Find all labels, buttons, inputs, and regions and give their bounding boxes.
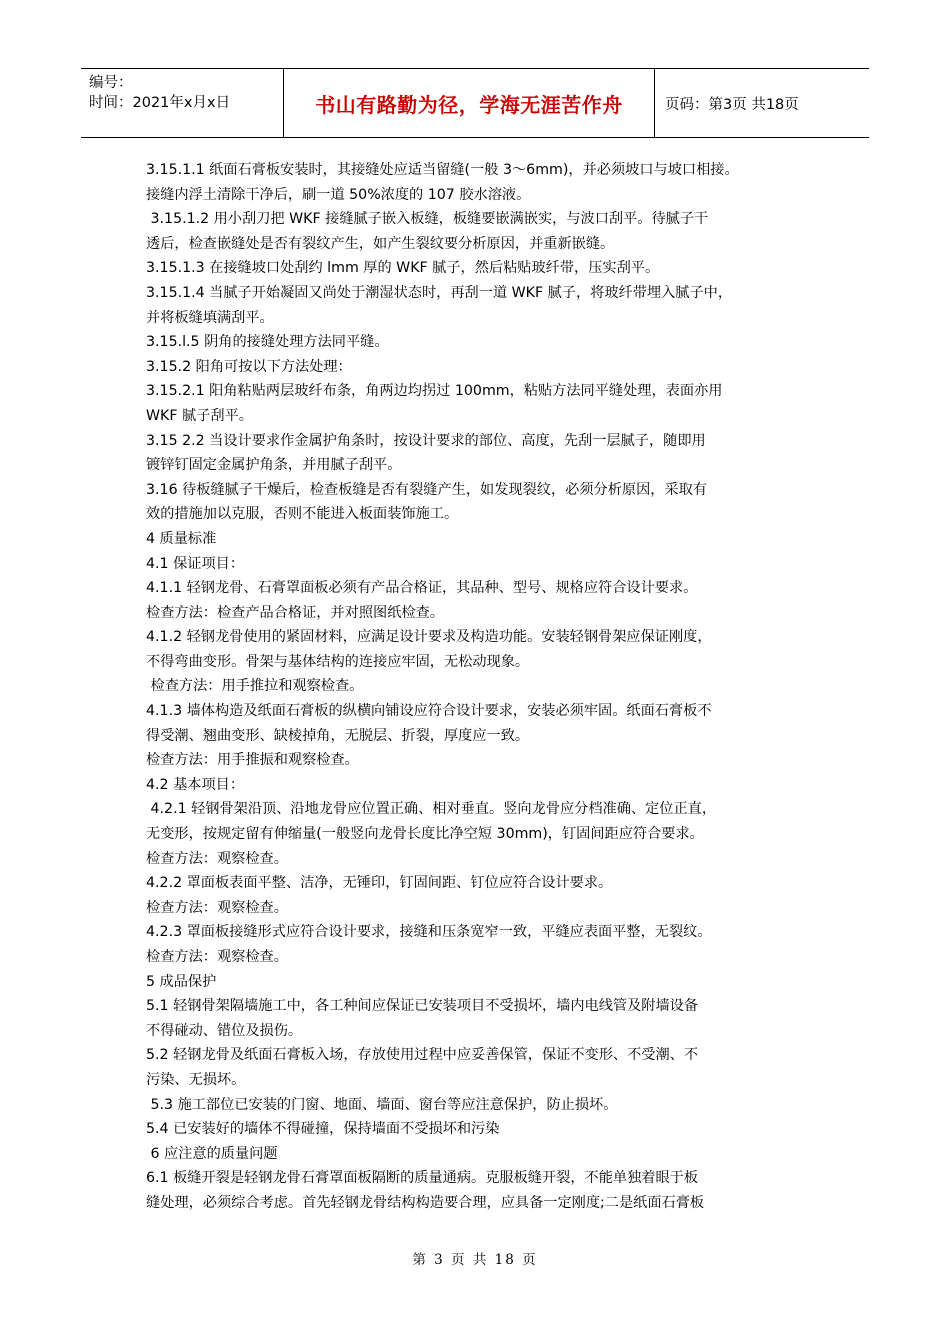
body-line: 3.16 待板缝腻子干燥后，检查板缝是否有裂缝产生，如发现裂纹，必须分析原因，采取有 xyxy=(146,481,708,498)
body-line: 4 质量标准 xyxy=(146,530,217,547)
body-line: 并将板缝填满刮平。 xyxy=(146,309,274,326)
body-line: 6 应注意的质量问题 xyxy=(146,1145,278,1162)
body-line: 污染、无损坏。 xyxy=(146,1071,246,1088)
body-line: 3.15.1.4 当腻子开始凝固又尚处于潮湿状态时，再刮一道 WKF 腻子，将玻纤带埋入腻子中， xyxy=(146,284,733,301)
body-line: 不得弯曲变形。骨架与基体结构的连接应牢固，无松动现象。 xyxy=(146,653,530,670)
body-line: 4.1.3 墙体构造及纸面石膏板的纵横向铺设应符合设计要求，安装必须牢固。纸面石膏板不 xyxy=(146,703,712,720)
page-footer: 第 3 页 共 18 页 xyxy=(412,1252,538,1268)
body-line: 无变形，按规定留有伸缩量(一般竖向龙骨长度比净空短 30mm)，钉固间距应符合要求。 xyxy=(146,826,704,843)
body-line: 4.1.1 轻钢龙骨、石膏罩面板必须有产品合格证，其品种、型号、规格应符合设计要求。 xyxy=(146,580,698,597)
body-line: 透后，检查嵌缝处是否有裂纹产生，如产生裂纹要分析原因，并重新嵌缝。 xyxy=(146,235,615,252)
body-line: 3.15.2 阳角可按以下方法处理： xyxy=(146,358,352,375)
page-header xyxy=(81,68,869,138)
document-body xyxy=(146,158,816,1216)
body-line: 4.2.2 罩面板表面平整、洁净，无锤印，钉固间距、钉位应符合设计要求。 xyxy=(146,875,613,892)
body-line: 3.15 2.2 当设计要求作金属护角条时，按设计要求的部位、高度，先刮一层腻子，随即用 xyxy=(146,432,706,449)
body-line: 4.1.2 轻钢龙骨使用的紧固材料，应满足设计要求及构造功能。安装轻钢骨架应保证刚度， xyxy=(146,629,712,646)
body-line: 检查方法：检查产品合格证，并对照图纸检查。 xyxy=(146,604,444,621)
document-number-label: 编号： xyxy=(89,75,133,91)
body-line: 检查方法：用手推拉和观察检查。 xyxy=(146,678,364,695)
body-line: 检查方法：观察检查。 xyxy=(146,949,288,965)
body-line: 接缝内浮土清除干净后，刷一道 50%浓度的 107 胶水溶液。 xyxy=(146,186,531,203)
body-line: 4.2.1 轻钢骨架沿顶、沿地龙骨应位置正确、相对垂直。竖向龙骨应分档准确、定位正直， xyxy=(146,801,717,818)
body-line: 3.15.l.5 阴角的接缝处理方法同平缝。 xyxy=(146,334,389,351)
body-line: 4.2 基本项目： xyxy=(146,776,245,793)
body-line: 3.15.1.3 在接缝坡口处刮约 lmm 厚的 WKF 腻子，然后粘贴玻纤带，压实刮平。 xyxy=(146,260,660,277)
body-line: 6.1 板缝开裂是轻钢龙骨石膏罩面板隔断的质量通病。克服板缝开裂，不能单独着眼于板 xyxy=(146,1170,699,1187)
body-line: 5.3 施工部位已安装的门窗、地面、墙面、窗台等应注意保护，防止损坏。 xyxy=(146,1096,618,1113)
body-line: 5.1 轻钢骨架隔墙施工中，各工种间应保证已安装项目不受损坏，墙内电线管及附墙设备 xyxy=(146,998,699,1015)
document-date-label: 时间：2021年x月x日 xyxy=(89,95,231,111)
body-line: 缝处理，必须综合考虑。首先轻钢龙骨结构构造要合理，应具备一定刚度;二是纸面石膏板 xyxy=(146,1194,705,1211)
body-line: 4.2.3 罩面板接缝形式应符合设计要求，接缝和压条宽窄一致，平缝应表面平整，无裂纹。 xyxy=(146,924,712,941)
body-line: 检查方法：观察检查。 xyxy=(146,899,288,916)
body-line: 5 成品保护 xyxy=(146,973,217,990)
body-line: 效的措施加以克服，否则不能进入板面装饰施工。 xyxy=(146,506,459,523)
header-meta xyxy=(81,69,284,137)
body-line: 检查方法：用手推振和观察检查。 xyxy=(146,752,359,769)
header-page-info: 页码：第3页 共18页 xyxy=(665,96,799,113)
body-line: 3.15.1.2 用小刮刀把 WKF 接缝腻子嵌入板缝，板缝要嵌满嵌实，与波口刮平。待腻子干 xyxy=(146,211,709,228)
header-motto: 书山有路勤为径，学海无涯苦作舟 xyxy=(284,69,655,137)
body-line: 5.2 轻钢龙骨及纸面石膏板入场，存放使用过程中应妥善保管，保证不变形、不受潮、不 xyxy=(146,1047,699,1064)
body-line: 5.4 已安装好的墙体不得碰撞，保持墙面不受损坏和污染 xyxy=(146,1121,500,1138)
body-line: 3.15.2.1 阳角粘贴两层玻纤布条，角两边均拐过 100mm，粘贴方法同平缝处理，表面亦用 xyxy=(146,383,723,400)
body-line: 3.15.1.1 纸面石膏板安装时，其接缝处应适当留缝(一般 3～6mm)，并必须坡口与坡口相接。 xyxy=(146,162,739,178)
body-line: 不得碰动、错位及损伤。 xyxy=(146,1022,303,1039)
body-line: 得受潮、翘曲变形、缺棱掉角，无脱层、折裂，厚度应一致。 xyxy=(146,727,530,744)
body-line: 镀锌钉固定金属护角条，并用腻子刮平。 xyxy=(146,457,402,474)
body-line: 检查方法：观察检查。 xyxy=(146,850,288,867)
body-line: 4.1 保证项目： xyxy=(146,555,245,572)
body-line: WKF 腻子刮平。 xyxy=(146,407,253,424)
